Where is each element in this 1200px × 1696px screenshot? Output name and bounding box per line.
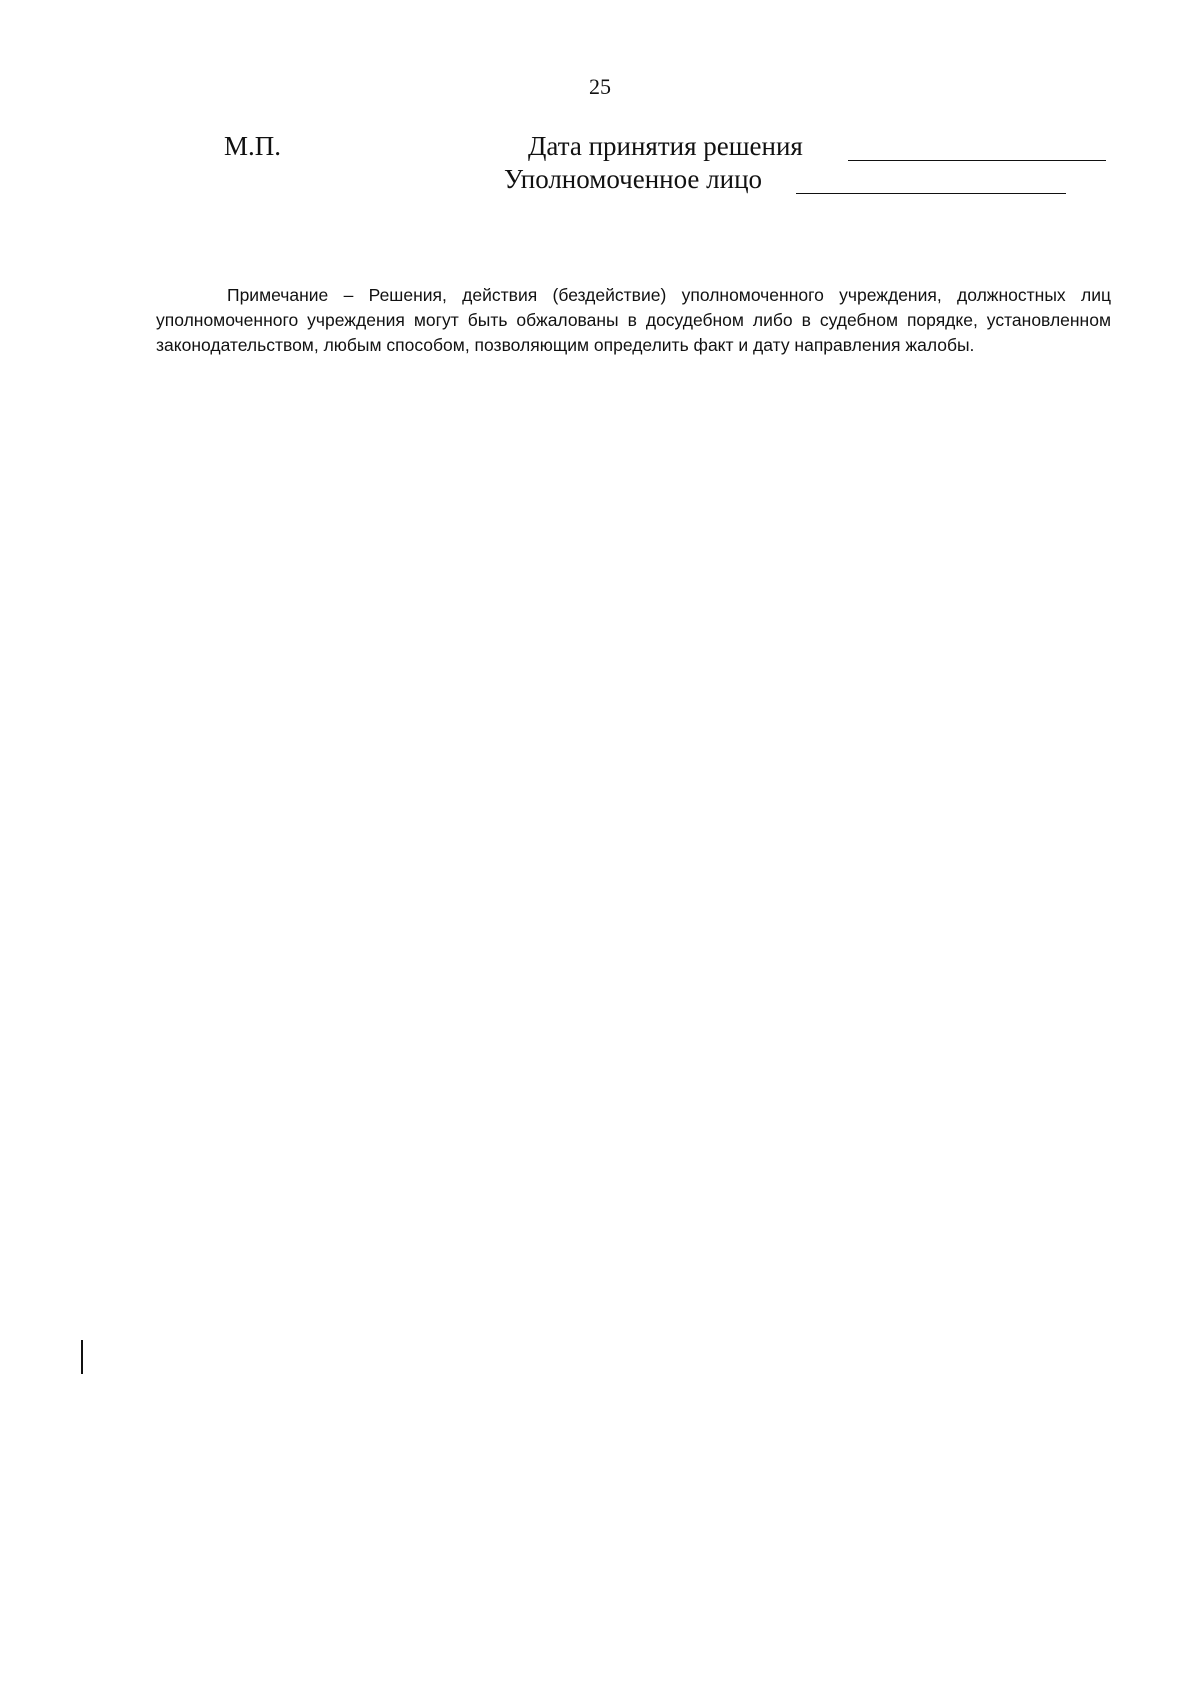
decision-date-label: Дата принятия решения — [528, 131, 803, 161]
stamp-label: М.П. — [224, 131, 282, 161]
authorized-person-blank-line — [796, 193, 1066, 194]
appeal-note-paragraph: Примечание – Решения, действия (бездействие) уполномоченного учреждения, должностных лиц уполномоченного учреждения могут быть обжалованы в досудебном либо в судебном порядке, установленном законодательством, любым способом, позволяющим определить факт и дату направления жалобы. — [156, 285, 1111, 355]
page-number: 25 — [589, 74, 611, 99]
decision-date-blank-line — [848, 160, 1106, 161]
margin-mark — [81, 1340, 83, 1374]
authorized-person-label: Уполномоченное лицо — [504, 164, 763, 194]
